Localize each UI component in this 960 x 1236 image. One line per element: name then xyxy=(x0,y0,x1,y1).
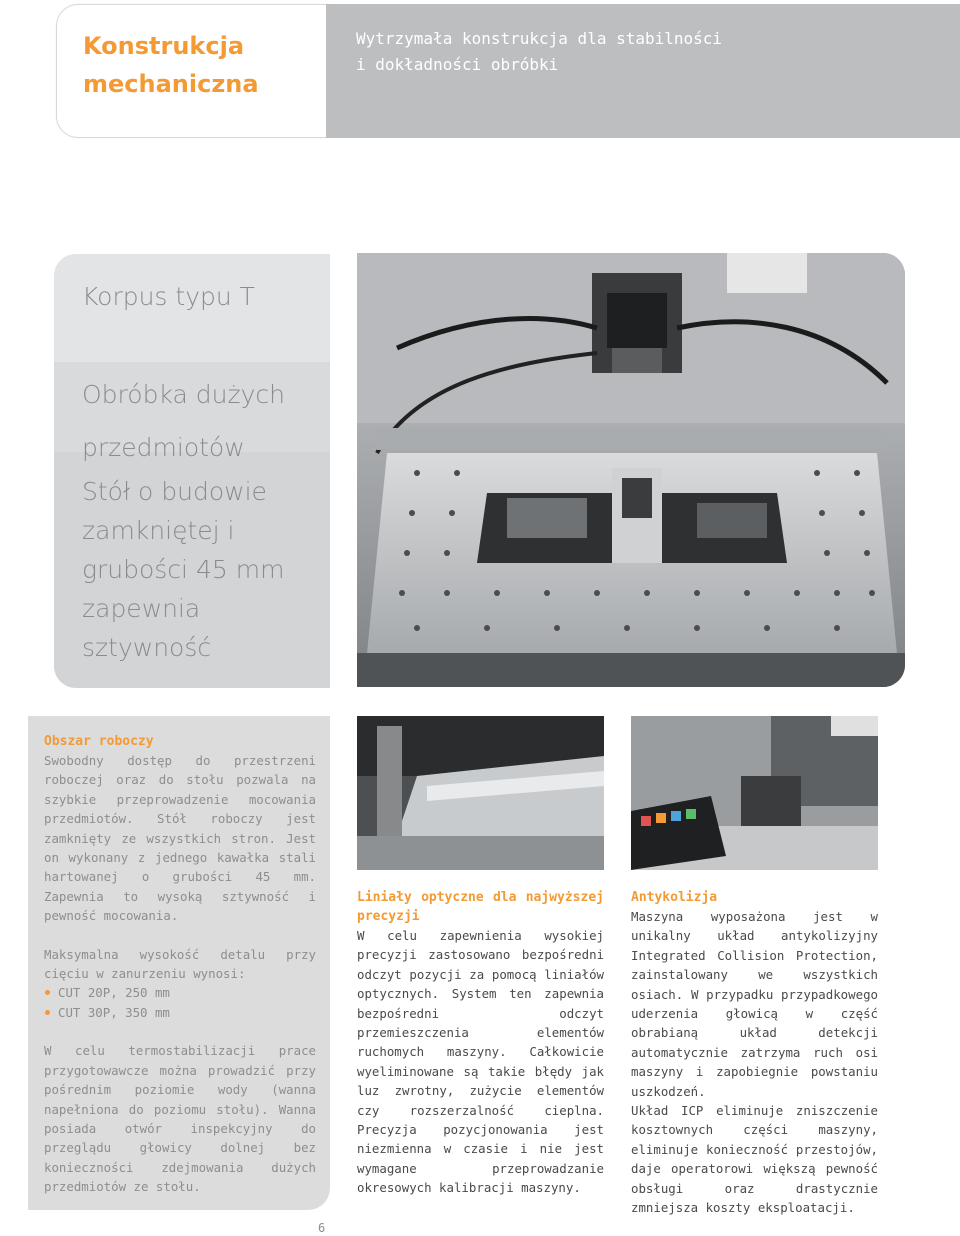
anticollision-heading: Antykolizja xyxy=(631,890,718,905)
anticollision-paragraph-2: Układ ICP eliminuje zniszczenie kosztownych części maszyny, eliminuje konieczność przestojów, daje operatorowi większą pewność obsługi oraz drastycznie zmniejsza koszty eksploatacji. xyxy=(631,1103,878,1216)
feature-closed-table: Stół o budowie zamkniętej i grubości 45 mm zapewnia sztywność xyxy=(82,477,285,662)
feature-panel xyxy=(54,254,330,688)
work-area-paragraph-2: Maksymalna wysokość detalu przy cięciu w zanurzeniu wynosi: xyxy=(44,946,316,982)
subtitle-line-1: Wytrzymała konstrukcja dla stabilności xyxy=(356,29,723,48)
work-area-heading: Obszar roboczy xyxy=(44,734,154,749)
page-title xyxy=(83,27,313,103)
optical-scales-section xyxy=(357,888,604,1198)
work-area-paragraph-1: Swobodny dostęp do przestrzeni roboczej oraz do stołu pozwala na szybkie przeprowadzenie mocowania przedmiotów. Stół roboczy jest zamknięty ze wszystkich stron. Jest on wykonany z jednego kawałka stali hartowanej o grubości 45 mm. Zapewnia to wysoką sztywność i pewność mocowania. xyxy=(44,753,316,924)
anticollision-paragraph-1: Maszyna wyposażona jest w unikalny układ antykolizyjny Integrated Collision Protection, zainstalowany we wszystkich osiach. W przypadku przypadkowego uderzenia głowicą w część obrabianą układ detekcji automatycznie zatrzyma ruch osi maszyny i zapobiegnie powstaniu uszkodzeń. xyxy=(631,909,878,1099)
anticollision-illustration xyxy=(631,716,878,870)
machine-table-photo xyxy=(357,253,905,687)
optical-scales-heading: Liniały optyczne dla najwyższej precyzji xyxy=(357,890,604,924)
title-line-1: Konstrukcja xyxy=(83,32,245,60)
page-number: 6 xyxy=(318,1221,326,1235)
title-box xyxy=(56,4,328,138)
optical-scale-photo xyxy=(357,716,604,870)
list-item: CUT 20P, 250 mm xyxy=(44,983,316,1002)
anticollision-section xyxy=(631,888,878,1218)
title-line-2: mechaniczna xyxy=(83,70,259,98)
optical-scale-illustration xyxy=(357,716,604,870)
feature-large-parts: Obróbka dużych przedmiotów xyxy=(82,380,285,462)
height-list xyxy=(44,983,316,1022)
list-item: CUT 30P, 350 mm xyxy=(44,1003,316,1022)
page-subtitle xyxy=(356,26,916,78)
work-area-paragraph-3: W celu termostabilizacji prace przygotowawcze można prowadzić przy pośrednim poziomie wody (wanna napełniona do poziomu stołu). Wanna posiada otwór inspekcyjny do przeglądu głowicy dolnej bez konieczności zdejmowania dużych przedmiotów ze stołu. xyxy=(44,1043,316,1195)
subtitle-line-2: i dokładności obróbki xyxy=(356,55,559,74)
anticollision-photo xyxy=(631,716,878,870)
feature-t-body: Korpus typu T xyxy=(82,282,255,311)
header-band xyxy=(326,4,960,138)
machine-table-illustration xyxy=(357,253,905,687)
work-area-panel xyxy=(28,716,330,1210)
optical-scales-body: W celu zapewnienia wysokiej precyzji zastosowano bezpośredni odczyt pozycji za pomocą liniałów optycznych. System ten zapewnia bezpośredni odczyt przemieszczenia elementów ruchomych maszyny. Całkowicie wyeliminowane są takie błędy jak luz zwrotny, zużycie elementów czy rozszerzalność cieplna. Precyzja pozycjonowania jest niezmienna w czasie i nie jest wymagane przeprowadzanie okresowych kalibracji maszyny. xyxy=(357,928,604,1196)
